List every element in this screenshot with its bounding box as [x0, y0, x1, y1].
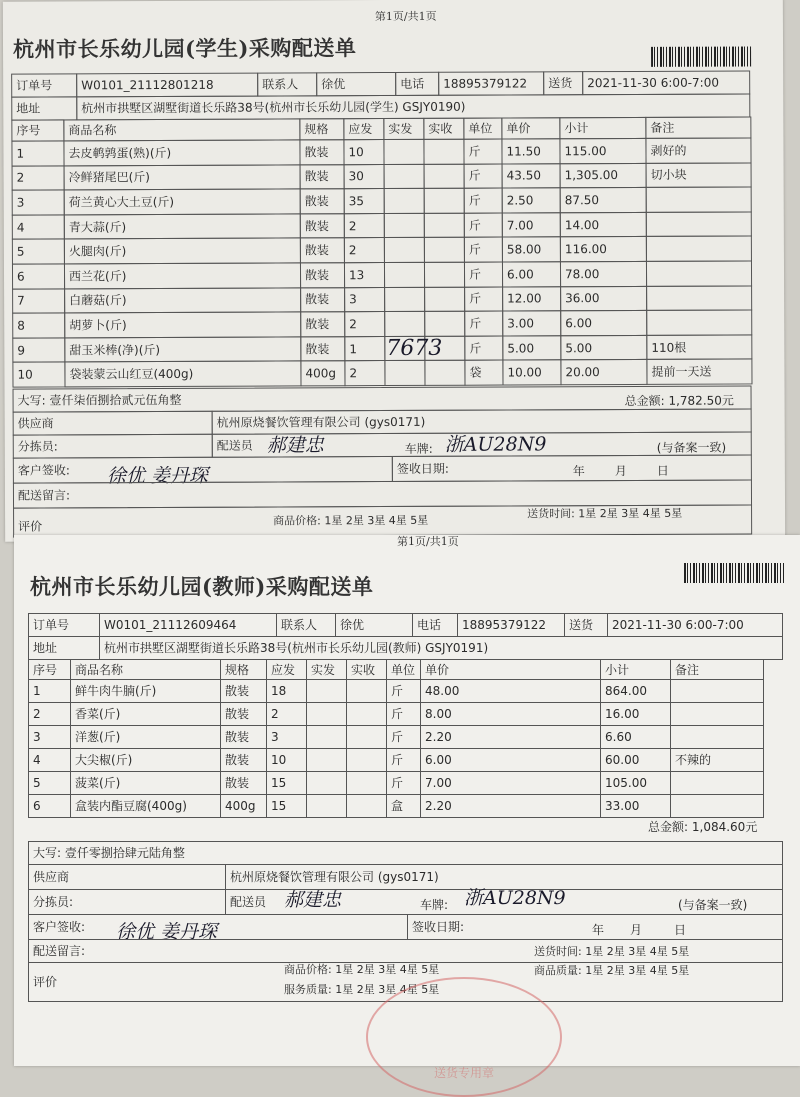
- stamp-text: 送货专用章: [433, 1066, 494, 1080]
- table-cell-col-spec: 散装: [300, 188, 345, 214]
- header-col-qty: 应发: [266, 659, 307, 680]
- header-col-spec: 规格: [299, 118, 344, 140]
- table-cell-col-qty: 2: [344, 311, 385, 337]
- table-cell-col-unit: 斤: [386, 771, 421, 795]
- table-cell-col-note: [646, 236, 752, 262]
- table-cell-col-name: 白蘑菇(斤): [64, 287, 301, 314]
- table-cell-col-received: [346, 702, 387, 726]
- table-cell-col-note: [670, 794, 764, 818]
- table-cell-col-unit: 斤: [464, 311, 503, 337]
- table-cell-col-subtotal: 20.00: [560, 359, 647, 385]
- table-cell-col-spec: 400g: [220, 794, 267, 818]
- dispatcher-signature: 郝建忠: [284, 889, 342, 911]
- table-cell-col-name: 火腿肉(斤): [64, 238, 301, 265]
- table-cell-col-note: [646, 260, 752, 286]
- contact-value: 徐优: [335, 613, 413, 637]
- table-cell-col-subtotal: 16.00: [600, 702, 671, 726]
- table-cell-col-unit: 斤: [464, 335, 503, 361]
- sign-date-label: 签收日期:: [412, 920, 465, 934]
- table-cell-col-name: 鲜牛肉牛腩(斤): [70, 679, 221, 703]
- table-cell-col-received: [346, 679, 387, 703]
- table-cell-col-received: [424, 262, 465, 288]
- total-label: 总金额:: [624, 393, 665, 408]
- date-month: 月: [630, 923, 643, 937]
- table-cell-col-subtotal: 87.50: [560, 187, 647, 213]
- table-cell-col-spec: 散装: [300, 287, 345, 313]
- table-cell-col-price: 10.00: [502, 360, 561, 386]
- phone-label: 电话: [395, 72, 439, 96]
- order-no-label: 订单号: [11, 73, 77, 97]
- capital-label: 大写:: [33, 846, 62, 860]
- table-cell-col-actual: [384, 188, 425, 214]
- table-cell-col-unit: 斤: [386, 725, 421, 749]
- table-cell-col-name: 香菜(斤): [70, 702, 221, 726]
- table-cell-col-actual: [384, 213, 425, 239]
- table-cell-col-spec: 散装: [220, 702, 267, 726]
- table-cell-col-unit: 斤: [386, 748, 421, 772]
- table-cell-col-no: 10: [12, 362, 65, 388]
- table-cell-col-note: [670, 771, 764, 795]
- total-row: [648, 818, 757, 835]
- table-cell-col-received: [346, 725, 387, 749]
- table-cell-col-no: 4: [12, 214, 65, 240]
- table-cell-col-actual: [384, 237, 425, 263]
- eval-label: 评价: [13, 504, 752, 537]
- supplier-value: 杭州原烧餐饮管理有限公司 (gys0171): [212, 408, 752, 434]
- table-cell-col-spec: 散装: [300, 311, 345, 337]
- price-rating-label: 商品价格:: [284, 963, 332, 976]
- header-col-no: 序号: [28, 659, 71, 680]
- sign-date-label: 签收日期:: [396, 461, 449, 476]
- header-col-unit: 单位: [463, 118, 502, 140]
- total-amount: 1,084.60元: [691, 820, 758, 834]
- table-cell-col-spec: 散装: [220, 679, 267, 703]
- order-no-value: W0101_21112609464: [99, 613, 277, 637]
- table-cell-col-spec: 散装: [300, 164, 345, 190]
- header-col-actual: 实发: [306, 659, 347, 680]
- table-cell-col-price: 6.00: [420, 748, 601, 772]
- header-col-received: 实收: [423, 118, 464, 140]
- table-cell-col-qty: 3: [266, 725, 307, 749]
- table-cell-col-unit: 斤: [386, 702, 421, 726]
- date-year: 年: [592, 923, 605, 937]
- table-cell-col-price: 3.00: [502, 310, 561, 336]
- table-cell-col-no: 2: [12, 165, 65, 191]
- table-cell-col-price: 2.50: [502, 187, 561, 213]
- table-cell-col-spec: 散装: [299, 139, 344, 165]
- plate-label: 车牌:: [404, 441, 433, 456]
- table-cell-col-received: [424, 212, 465, 238]
- order-sheet-students: [3, 0, 785, 542]
- header-col-no: 序号: [11, 119, 64, 141]
- eval-label: 评价: [28, 962, 783, 1002]
- table-cell-col-name: 盒装内酯豆腐(400g): [70, 794, 221, 818]
- table-cell-col-actual: [306, 794, 347, 818]
- table-cell-col-actual: [383, 139, 424, 165]
- table-cell-col-received: [424, 163, 465, 189]
- table-cell-col-no: 6: [28, 794, 71, 818]
- table-cell-col-price: 12.00: [502, 286, 561, 312]
- supplier-label: 供应商: [13, 411, 213, 436]
- table-cell-col-note: 不辣的: [670, 748, 764, 772]
- table-cell-col-no: 7: [12, 288, 65, 314]
- table-cell-col-unit: 斤: [463, 139, 502, 165]
- total-row: [625, 392, 734, 409]
- table-cell-col-price: 11.50: [501, 138, 560, 164]
- table-cell-col-note: [670, 679, 764, 703]
- table-cell-col-name: 大尖椒(斤): [70, 748, 221, 772]
- date-day: 日: [674, 923, 687, 937]
- table-cell-col-no: 3: [12, 190, 65, 216]
- order-no-value: W0101_21112801218: [76, 73, 258, 98]
- message-label: 配送留言:: [13, 479, 752, 508]
- price-stars: 1星 2星 3星 4星 5星: [335, 963, 440, 976]
- header-col-note: 备注: [670, 659, 764, 680]
- table-cell-col-unit: 袋: [464, 360, 503, 386]
- table-cell-col-unit: 斤: [464, 262, 503, 288]
- table-cell-col-no: 5: [12, 239, 65, 265]
- header-col-spec: 规格: [220, 659, 267, 680]
- table-cell-col-note: [646, 310, 752, 336]
- message-label: 配送留言:: [28, 939, 783, 963]
- table-cell-col-qty: 13: [344, 262, 385, 288]
- service-label: 服务质量:: [284, 983, 332, 996]
- table-cell-col-no: 2: [28, 702, 71, 726]
- page-title: 杭州市长乐幼儿园(教师)采购配送单: [30, 574, 374, 599]
- table-cell-col-subtotal: 105.00: [600, 771, 671, 795]
- table-cell-col-note: [646, 211, 752, 237]
- table-cell-col-actual: [384, 286, 425, 312]
- table-cell-col-qty: 30: [344, 164, 385, 190]
- table-cell-col-name: 洋葱(斤): [70, 725, 221, 749]
- delivery-value: 2021-11-30 6:00-7:00: [607, 613, 783, 637]
- handwritten-mark: 7673: [386, 335, 443, 362]
- table-cell-col-unit: 斤: [464, 188, 503, 214]
- company-stamp: [366, 977, 562, 1097]
- table-cell-col-price: 7.00: [420, 771, 601, 795]
- supplier-value: 杭州原烧餐饮管理有限公司 (gys0171): [225, 864, 783, 890]
- delivery-label: 送货: [564, 613, 608, 637]
- plate-label: 车牌:: [420, 898, 449, 912]
- table-cell-col-actual: [306, 679, 347, 703]
- header-col-received: 实收: [346, 659, 387, 680]
- table-cell-col-spec: 散装: [220, 725, 267, 749]
- table-cell-col-subtotal: 6.00: [560, 310, 647, 336]
- delivery-label: 送货: [543, 71, 583, 95]
- plate-handwritten: 浙AU28N9: [444, 433, 547, 456]
- page-indicator: 第1页/共1页: [374, 9, 437, 24]
- plate-note: (与备案一致): [678, 898, 748, 912]
- table-cell-col-subtotal: 60.00: [600, 748, 671, 772]
- capital-row: [28, 841, 783, 865]
- table-cell-col-qty: 10: [266, 748, 307, 772]
- table-cell-col-no: 3: [28, 725, 71, 749]
- header-col-subtotal: 小计: [559, 117, 646, 139]
- product-quality-rating: [534, 962, 689, 978]
- phone-value: 18895379122: [438, 71, 544, 95]
- table-cell-col-price: 2.20: [420, 725, 601, 749]
- table-cell-col-price: 8.00: [420, 702, 601, 726]
- table-cell-col-name: 冷鲜猪尾巴(斤): [64, 164, 301, 191]
- contact-label: 联系人: [276, 613, 336, 637]
- table-cell-col-spec: 散装: [300, 238, 345, 264]
- table-cell-col-unit: 斤: [464, 237, 503, 263]
- order-no-label: 订单号: [28, 613, 100, 637]
- table-cell-col-name: 菠菜(斤): [70, 771, 221, 795]
- table-cell-col-qty: 35: [344, 188, 385, 214]
- table-cell-col-unit: 斤: [464, 286, 503, 312]
- header-col-note: 备注: [645, 116, 751, 138]
- delivery-value: 2021-11-30 6:00-7:00: [582, 70, 750, 95]
- plate-handwritten: 浙AU28N9: [464, 887, 566, 909]
- address-value: 杭州市拱墅区湖墅街道长乐路38号(杭州市长乐幼儿园(教师) GSJY0191): [99, 636, 783, 660]
- sorter-label: 分拣员:: [13, 434, 213, 459]
- table-cell-col-price: 48.00: [420, 679, 601, 703]
- delivery-time-label: 送货时间:: [527, 507, 575, 521]
- address-label: 地址: [11, 96, 77, 120]
- table-cell-col-no: 1: [11, 140, 64, 166]
- phone-label: 电话: [412, 613, 458, 637]
- table-cell-col-note: [646, 285, 752, 311]
- table-cell-col-no: 5: [28, 771, 71, 795]
- contact-value: 徐优: [316, 72, 396, 96]
- table-cell-col-price: 58.00: [502, 237, 561, 263]
- capital-label: 大写:: [17, 393, 46, 408]
- header-col-unit: 单位: [386, 659, 421, 680]
- table-cell-col-received: [424, 286, 465, 312]
- price-rating: [273, 512, 428, 529]
- price-rating-label: 商品价格:: [273, 514, 321, 528]
- table-cell-col-qty: 18: [266, 679, 307, 703]
- customer-sig-row: [28, 914, 408, 940]
- table-cell-col-actual: [306, 771, 347, 795]
- table-cell-col-actual: [384, 163, 425, 189]
- table-cell-col-name: 胡萝卜(斤): [64, 312, 301, 339]
- header-col-price: 单价: [501, 117, 560, 139]
- table-cell-col-spec: 散装: [300, 336, 345, 362]
- table-cell-col-no: 9: [12, 337, 65, 363]
- page-indicator: 第1页/共1页: [397, 535, 459, 548]
- address-label: 地址: [28, 636, 100, 660]
- phone-value: 18895379122: [457, 613, 565, 637]
- table-cell-col-actual: [384, 311, 425, 337]
- customer-signature: 徐优 姜丹琛: [116, 921, 218, 943]
- table-cell-col-qty: 2: [266, 702, 307, 726]
- table-cell-col-received: [346, 794, 387, 818]
- table-cell-col-name: 袋装蒙云山红豆(400g): [64, 361, 301, 388]
- order-sheet-teachers: [14, 535, 800, 1080]
- contact-label: 联系人: [257, 72, 317, 96]
- table-cell-col-actual: [306, 725, 347, 749]
- table-cell-col-note: 110根: [646, 334, 752, 360]
- table-cell-col-unit: 斤: [464, 163, 503, 189]
- table-cell-col-unit: 斤: [464, 212, 503, 238]
- table-cell-col-spec: 散装: [300, 213, 345, 239]
- delivery-time-label: 送货时间:: [534, 945, 582, 958]
- delivery-time-rating: [534, 943, 689, 959]
- table-cell-col-spec: 400g: [300, 361, 345, 387]
- table-cell-col-qty: 2: [344, 237, 385, 263]
- header-col-price: 单价: [420, 659, 601, 680]
- total-label: 总金额:: [648, 820, 689, 834]
- table-cell-col-received: [424, 188, 465, 214]
- table-cell-col-qty: 2: [344, 360, 385, 386]
- table-cell-col-unit: 斤: [386, 679, 421, 703]
- price-stars: 1星 2星 3星 4星 5星: [324, 513, 429, 528]
- table-cell-col-name: 青大蒜(斤): [64, 213, 301, 240]
- product-quality-label: 商品质量:: [534, 964, 582, 977]
- table-cell-col-note: [670, 725, 764, 749]
- table-cell-col-subtotal: 14.00: [560, 212, 647, 238]
- header-col-actual: 实发: [383, 118, 424, 140]
- table-cell-col-price: 5.00: [502, 335, 561, 361]
- delivery-time-rating: [527, 505, 682, 522]
- table-cell-col-note: 提前一天送: [646, 359, 752, 385]
- price-rating: [284, 961, 439, 977]
- product-quality-stars: 1星 2星 3星 4星 5星: [585, 964, 690, 977]
- table-cell-col-name: 甜玉米棒(净)(斤): [64, 336, 301, 363]
- table-cell-col-subtotal: 78.00: [560, 261, 647, 287]
- table-cell-col-price: 7.00: [502, 212, 561, 238]
- customer-sig-label: 客户签收:: [33, 920, 86, 934]
- table-cell-col-spec: 散装: [300, 262, 345, 288]
- table-cell-col-received: [346, 771, 387, 795]
- table-cell-col-received: [346, 748, 387, 772]
- table-cell-col-actual: [384, 262, 425, 288]
- table-cell-col-subtotal: 115.00: [559, 138, 646, 164]
- date-year: 年: [572, 464, 585, 479]
- table-cell-col-received: [423, 139, 464, 165]
- table-cell-col-name: 荷兰黄心大土豆(斤): [64, 189, 301, 216]
- dispatcher-signature: 郝建忠: [266, 434, 324, 457]
- header-col-subtotal: 小计: [600, 659, 671, 680]
- table-cell-col-no: 8: [12, 313, 65, 339]
- table-cell-col-received: [424, 311, 465, 337]
- table-cell-col-no: 4: [28, 748, 71, 772]
- table-cell-col-no: 6: [12, 263, 65, 289]
- header-col-name: 商品名称: [63, 118, 300, 141]
- table-cell-col-qty: 15: [266, 794, 307, 818]
- date-day: 日: [656, 463, 669, 478]
- capital-amount: 壹仟柒佰捌拾贰元伍角整: [49, 392, 182, 408]
- table-cell-col-note: [670, 702, 764, 726]
- table-cell-col-unit: 盒: [386, 794, 421, 818]
- table-cell-col-actual: [306, 702, 347, 726]
- table-cell-col-subtotal: 36.00: [560, 285, 647, 311]
- table-cell-col-qty: 1: [344, 336, 385, 362]
- sorter-label: 分拣员:: [28, 889, 226, 915]
- sign-date-row: [392, 454, 752, 482]
- barcode-icon: [651, 46, 751, 66]
- plate-note: (与备案一致): [656, 440, 727, 455]
- barcode-icon: [684, 563, 784, 583]
- customer-sig-label: 客户签收:: [17, 463, 70, 478]
- table-cell-col-spec: 散装: [220, 748, 267, 772]
- service-stars: 1星 2星 3星 4星 5星: [335, 983, 440, 996]
- table-cell-col-actual: [306, 748, 347, 772]
- dispatcher-label: 配送员: [216, 438, 253, 453]
- delivery-time-stars: 1星 2星 3星 4星 5星: [585, 945, 690, 958]
- page-title: 杭州市长乐幼儿园(学生)采购配送单: [12, 35, 357, 62]
- capital-amount: 壹仟零捌拾肆元陆角整: [64, 846, 185, 860]
- table-cell-col-qty: 2: [344, 213, 385, 239]
- table-cell-col-subtotal: 864.00: [600, 679, 671, 703]
- date-month: 月: [614, 463, 627, 479]
- table-cell-col-qty: 10: [343, 139, 384, 165]
- table-cell-col-actual: [384, 360, 425, 386]
- table-cell-col-price: 2.20: [420, 794, 601, 818]
- table-cell-col-subtotal: 116.00: [560, 236, 647, 262]
- table-cell-col-name: 西兰花(斤): [64, 262, 301, 289]
- table-cell-col-note: 剥好的: [645, 137, 751, 163]
- table-cell-col-price: 6.00: [502, 261, 561, 287]
- table-cell-col-subtotal: 5.00: [560, 335, 647, 361]
- header-col-qty: 应发: [343, 118, 384, 140]
- total-amount: 1,782.50元: [668, 393, 734, 408]
- table-cell-col-name: 去皮鹌鹑蛋(熟)(斤): [63, 139, 300, 166]
- table-cell-col-received: [424, 237, 465, 263]
- dispatcher-label: 配送员: [230, 895, 267, 909]
- table-cell-col-qty: 15: [266, 771, 307, 795]
- delivery-time-stars: 1星 2星 3星 4星 5星: [578, 506, 683, 521]
- table-cell-col-no: 1: [28, 679, 71, 703]
- table-cell-col-received: [424, 360, 465, 386]
- table-cell-col-note: [646, 187, 752, 213]
- table-cell-col-subtotal: 33.00: [600, 794, 671, 818]
- table-cell-col-note: 切小块: [646, 162, 752, 188]
- header-col-name: 商品名称: [70, 659, 221, 680]
- table-cell-col-subtotal: 6.60: [600, 725, 671, 749]
- table-cell-col-spec: 散装: [220, 771, 267, 795]
- table-cell-col-subtotal: 1,305.00: [560, 162, 647, 188]
- address-value: 杭州市拱墅区湖墅街道长乐路38号(杭州市长乐幼儿园(学生) GSJY0190): [76, 93, 750, 120]
- supplier-label: 供应商: [28, 864, 226, 890]
- table-cell-col-price: 43.50: [502, 163, 561, 189]
- table-cell-col-qty: 3: [344, 287, 385, 313]
- customer-signature: 徐优 姜丹琛: [106, 464, 208, 488]
